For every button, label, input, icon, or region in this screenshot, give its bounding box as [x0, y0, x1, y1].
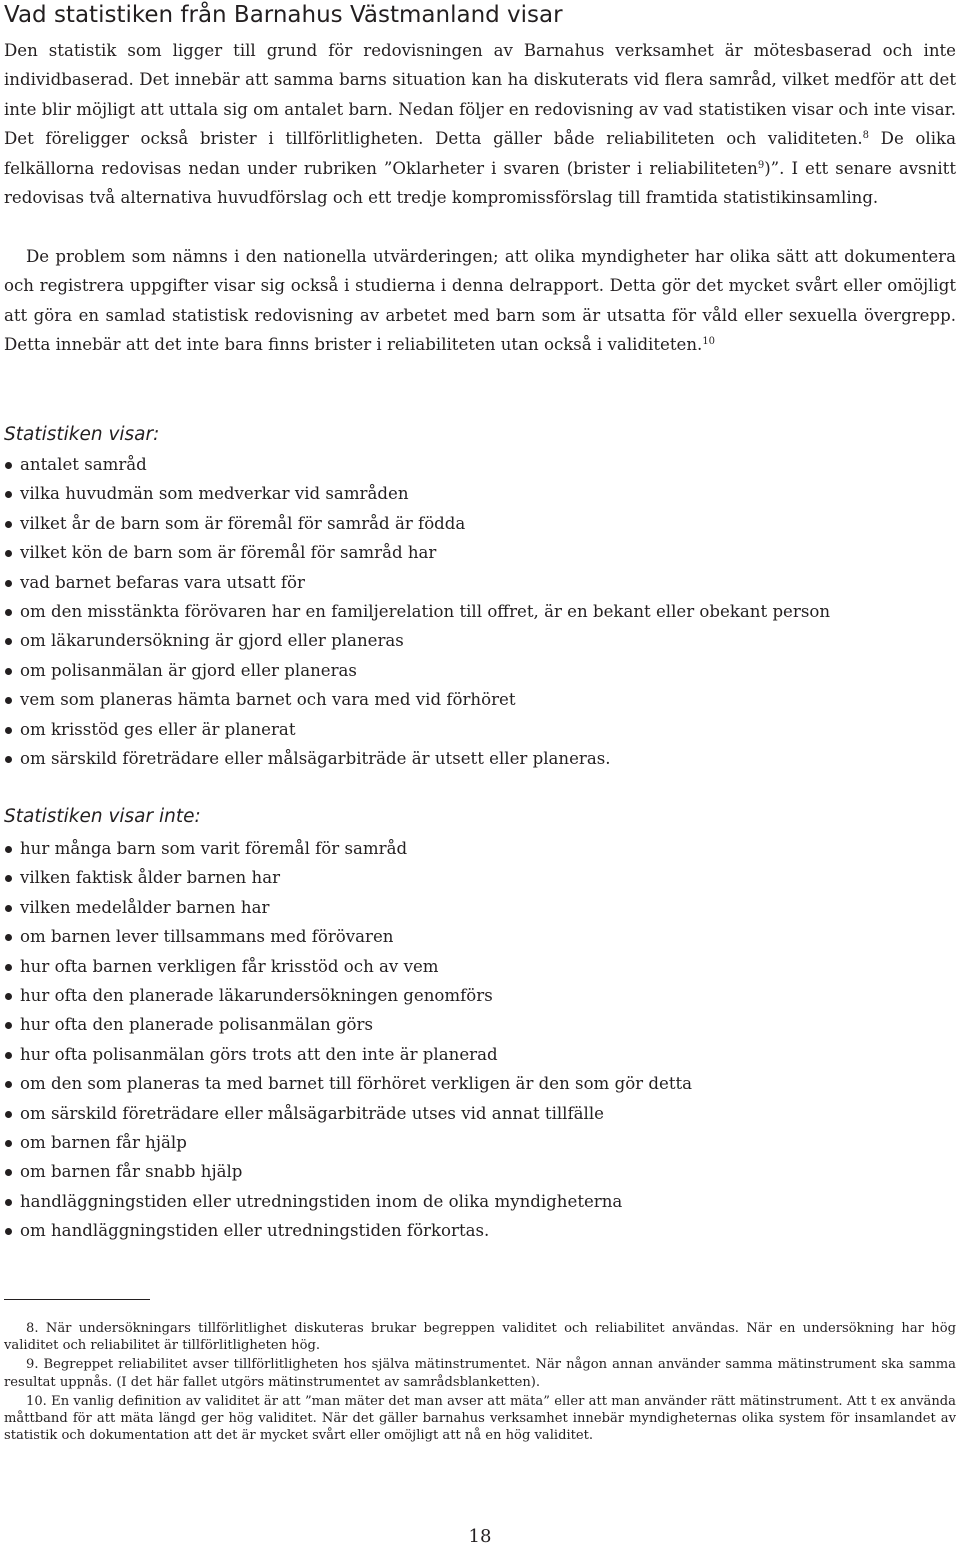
shows-list: [0, 450, 830, 773]
footnote-ref-9[interactable]: 9: [757, 159, 765, 171]
list-item: [0, 538, 830, 567]
list-item-text: om den misstänkta förövaren har en familjerelation till offret, är en bekant eller obekant person: [20, 601, 831, 621]
list-item-text: om särskild företrädare eller målsägarbiträde utses vid annat tillfälle: [20, 1103, 604, 1123]
list-item-text: hur ofta barnen verkligen får krisstöd och av vem: [20, 956, 439, 976]
bullet-icon: [5, 521, 12, 528]
list-item-text: vilken medelålder barnen har: [20, 897, 270, 917]
footnote-8: 8. När undersökningars tillförlitlighet diskuteras brukar begreppen validitet och reliabilitet användas. När en undersökning har hög validitet och reliabilitet är tillförlitligheten hög.: [4, 1321, 956, 1354]
bullet-icon: [5, 1052, 12, 1059]
bullet-icon: [5, 550, 12, 557]
bullet-icon: [5, 875, 12, 882]
list-item-text: hur ofta den planerade läkarundersökningen genomförs: [20, 985, 493, 1005]
list-item-text: vad barnet befaras vara utsatt för: [20, 572, 305, 592]
list-item-text: hur ofta den planerade polisanmälan görs: [20, 1015, 373, 1035]
intro-text-2: De olika felkällorna redovisas nedan under rubriken ”Oklarheter i svaren (brister i reliabiliteten: [4, 129, 956, 178]
list-item: [0, 1040, 692, 1069]
bullet-icon: [5, 756, 12, 763]
list-item: [0, 922, 692, 951]
list-item: [0, 744, 830, 773]
list-item: [0, 597, 830, 626]
list-item: [0, 685, 830, 714]
list-item-text: om barnen lever tillsammans med förövaren: [20, 927, 394, 947]
bullet-icon: [5, 1022, 12, 1029]
list-item: [0, 863, 692, 892]
footnote-divider: [4, 1299, 150, 1300]
bullet-icon: [5, 668, 12, 675]
bullet-icon: [5, 846, 12, 853]
list-item: [0, 1157, 692, 1186]
list-item-text: vilka huvudmän som medverkar vid samråden: [20, 484, 409, 504]
list-item: [0, 834, 692, 863]
list-item-text: hur ofta polisanmälan görs trots att den inte är planerad: [20, 1044, 498, 1064]
bullet-icon: [5, 1140, 12, 1147]
page-number: 18: [468, 1526, 492, 1547]
bullet-icon: [5, 1169, 12, 1176]
footnote-10: 10. En vanlig definition av validitet är att ”man mäter det man avser att mäta” eller att man använder rätt mätinstrument. Att t ex använda måttband för att mäta längd ger hög validitet. När det gäller barnahus verksamhet innebär myndigheternas olika system för insamlandet av statistik och dokumentation att det är mycket svårt eller omöjligt att nå en hög validitet.: [4, 1393, 956, 1444]
intro-paragraph: [4, 36, 956, 212]
list-item-text: om den som planeras ta med barnet till förhöret verkligen är den som gör detta: [20, 1074, 693, 1094]
bullet-icon: [5, 638, 12, 645]
footnote-9: 9. Begreppet reliabilitet avser tillförlitligheten hos själva mätinstrumentet. När någon annan använder samma mätinstrument ska samma resultat uppnås. (I det här fallet utgörs mätinstrumentet av samrådsblanketten).: [4, 1357, 956, 1390]
bullet-icon: [5, 609, 12, 616]
list-item-text: hur många barn som varit föremål för samråd: [20, 839, 408, 858]
list-item: [0, 981, 692, 1010]
list-item: [0, 1128, 692, 1157]
bullet-icon: [5, 1081, 12, 1088]
footnote-ref-8[interactable]: 8: [862, 130, 870, 142]
list-item-text: vem som planeras hämta barnet och vara med vid förhöret: [20, 690, 516, 710]
bullet-icon: [5, 993, 12, 1000]
bullet-icon: [5, 1228, 12, 1235]
bullet-icon: [5, 905, 12, 912]
intro-text-1: Den statistik som ligger till grund för redovisningen av Barnahus verksamhet är mötesbaserad och inte individbaserad. Det innebär att samma barns situation kan ha diskuterats vid flera samråd, vilket medför att det inte blir möjligt att uttala sig om antalet barn. Nedan följer en redovisning av vad statistiken visar och inte visar. Det föreligger också brister i tillförlitligheten. Detta gäller både reliabiliteten och validiteten.: [4, 41, 956, 149]
not-shows-heading: Statistiken visar inte:: [4, 806, 201, 827]
list-item-text: handläggningstiden eller utredningstiden inom de olika myndigheterna: [20, 1191, 623, 1211]
bullet-icon: [5, 697, 12, 704]
bullet-icon: [5, 1111, 12, 1118]
list-item-text: vilken faktisk ålder barnen har: [20, 868, 281, 888]
problem-paragraph: [4, 242, 956, 360]
list-item: [0, 1069, 692, 1098]
list-item-text: om handläggningstiden eller utredningstiden förkortas.: [20, 1221, 490, 1241]
list-item: [0, 1216, 692, 1245]
list-item: [0, 893, 692, 922]
list-item: [0, 1010, 692, 1039]
list-item-text: om polisanmälan är gjord eller planeras: [20, 660, 357, 680]
list-item: [0, 479, 830, 508]
list-item: [0, 509, 830, 538]
list-item-text: vilket kön de barn som är föremål för samråd har: [20, 543, 437, 563]
list-item-text: antalet samråd: [20, 455, 147, 474]
list-item-text: om barnen får hjälp: [20, 1132, 187, 1152]
problem-text: De problem som nämns i den nationella utvärderingen; att olika myndigheter har olika sätt att dokumentera och registrera uppgifter visar sig också i studierna i denna delrapport. Detta gör det mycket svårt eller omöjligt att göra en samlad statistisk redovisning av arbetet med barn som är utsatta för våld eller sexuella övergrepp. Detta innebär att det inte bara finns brister i reliabiliteten utan också i validiteten.: [4, 247, 956, 355]
intro-text-3: )”. I ett senare avsnitt redovisas två alternativa huvudförslag och ett tredje kompromissförslag till framtida statistikinsamling.: [4, 158, 956, 208]
list-item: [0, 626, 830, 655]
list-item: [0, 568, 830, 597]
list-item: [0, 450, 830, 479]
bullet-icon: [5, 491, 12, 498]
footnote-ref-10[interactable]: 10: [702, 336, 716, 348]
page-title: Vad statistiken från Barnahus Västmanland visar: [4, 2, 563, 28]
bullet-icon: [5, 727, 12, 734]
list-item-text: om särskild företrädare eller målsägarbiträde är utsett eller planeras.: [20, 748, 611, 768]
list-item: [0, 656, 830, 685]
list-item-text: vilket år de barn som är föremål för samråd är födda: [20, 513, 466, 533]
bullet-icon: [5, 964, 12, 971]
bullet-icon: [5, 934, 12, 941]
list-item-text: om barnen får snabb hjälp: [20, 1162, 243, 1182]
list-item-text: om krisstöd ges eller är planerat: [20, 719, 296, 739]
footnotes: [4, 1320, 956, 1446]
list-item: [0, 952, 692, 981]
bullet-icon: [5, 1199, 12, 1206]
bullet-icon: [5, 462, 12, 469]
list-item: [0, 1187, 692, 1216]
shows-heading: Statistiken visar:: [4, 424, 160, 445]
list-item-text: om läkarundersökning är gjord eller planeras: [20, 631, 404, 651]
list-item: [0, 1099, 692, 1128]
not-shows-list: [0, 834, 692, 1245]
bullet-icon: [5, 580, 12, 587]
list-item: [0, 715, 830, 744]
